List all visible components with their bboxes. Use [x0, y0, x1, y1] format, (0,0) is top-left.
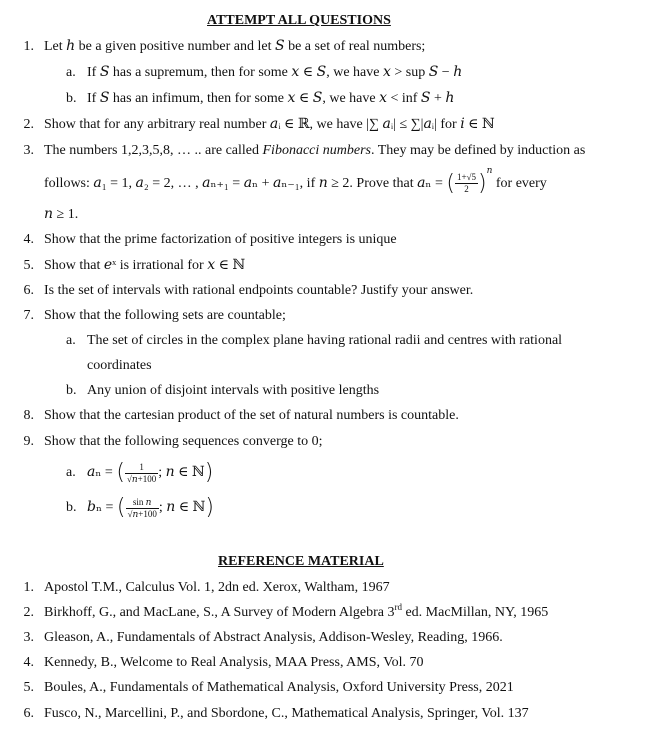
question-number: 5. [23, 258, 34, 273]
question-text: Show that for any arbitrary real number 𝑎ᵢ ∈ ℝ, we have |∑ 𝑎ᵢ| ≤ ∑|𝑎ᵢ| for 𝑖 ∈ ℕ [44, 117, 495, 132]
question-text: Show that the following sets are countable; [44, 308, 286, 323]
right-paren: ) [478, 170, 487, 196]
question-number: 2. [23, 117, 34, 132]
left-paren: ( [446, 170, 455, 196]
subquestion-text: If 𝑆 has a supremum, then for some 𝑥 ∈ 𝑆, we have 𝑥 > sup 𝑆 − ℎ [87, 65, 463, 80]
sequence-formula [87, 456, 213, 490]
sequence-formula [87, 491, 214, 525]
question-text-part: . They may be defined by induction as [370, 143, 586, 158]
subquestion-label: b. [66, 383, 77, 398]
reference-number: 4. [23, 655, 34, 670]
page-title: ATTEMPT ALL QUESTIONS [207, 13, 391, 28]
formula-lhs: 𝑎ₙ = [87, 465, 117, 481]
reference-heading: REFERENCE MATERIAL [218, 554, 384, 569]
question-text-part: follows: 𝑎₁ = 1, 𝑎₂ = 2, … , 𝑎ₙ₊₁ = 𝑎ₙ + 𝑎ₙ₋₁, if 𝑛 ≥ 2. Prove that 𝑎ₙ = [44, 176, 447, 191]
fraction-denominator: 2 [455, 183, 478, 195]
subquestion-text: coordinates [87, 358, 152, 373]
reference-number: 2. [23, 605, 34, 620]
question-number: 8. [23, 408, 34, 423]
fraction-numerator: sin 𝑛 [132, 496, 152, 507]
question-text-line: 𝑛 ≥ 1. [44, 207, 79, 222]
subquestion-label: b. [66, 91, 77, 106]
question-text-line [44, 165, 547, 197]
reference-item: Boules, A., Fundamentals of Mathematical Analysis, Oxford University Press, 2021 [44, 680, 514, 695]
fraction [126, 497, 159, 520]
subquestion-label: a. [66, 65, 76, 80]
question-text: Let ℎ be a given positive number and let 𝑆 be a set of real numbers; [44, 39, 426, 54]
reference-number: 1. [23, 580, 34, 595]
formula-tail: ; 𝑛 ∈ ℕ [158, 500, 206, 516]
question-text: Show that 𝑒ˣ is irrational for 𝑥 ∈ ℕ [44, 258, 246, 273]
subquestion-text: If 𝑆 has an infimum, then for some 𝑥 ∈ 𝑆, we have 𝑥 < inf 𝑆 + ℎ [87, 91, 455, 106]
reference-number: 5. [23, 680, 34, 695]
subquestion-text: The set of circles in the complex plane having rational radii and centres with rational [87, 333, 563, 348]
question-text [44, 142, 585, 160]
question-number: 6. [23, 283, 34, 298]
reference-item: Kennedy, B., Welcome to Real Analysis, MAA Press, AMS, Vol. 70 [44, 655, 424, 670]
formula-lhs: 𝑏ₙ = [87, 500, 117, 516]
reference-item: Apostol T.M., Calculus Vol. 1, 2dn ed. Xerox, Waltham, 1967 [44, 580, 390, 595]
right-paren: ) [204, 460, 214, 485]
reference-number: 3. [23, 630, 34, 645]
subquestion-label: a. [66, 465, 76, 480]
fraction-denominator: √𝑛+100 [126, 473, 157, 484]
reference-item: Gleason, A., Fundamentals of Abstract Analysis, Addison-Wesley, Reading, 1966. [44, 630, 503, 645]
reference-text-part: Birkhoff, G., and MacLane, S., A Survey of Modern Algebra 3 [44, 605, 395, 620]
question-text-part: The numbers 1,2,3,5,8, … .. are called [44, 143, 263, 158]
fraction-denominator: √𝑛+100 [127, 508, 157, 519]
reference-number: 6. [23, 706, 34, 721]
reference-item: Fusco, N., Marcellini, P., and Sbordone, C., Mathematical Analysis, Springer, Vol. 137 [44, 706, 529, 721]
emphasis-text: Fibonacci numbers [262, 143, 371, 158]
ordinal-suffix: rd [394, 602, 402, 612]
fraction [125, 462, 158, 485]
question-number: 1. [23, 39, 34, 54]
question-number: 7. [23, 308, 34, 323]
exponent: 𝑛 [486, 165, 493, 175]
question-text: Show that the following sequences converge to 0; [44, 434, 323, 449]
subquestion-text: Any union of disjoint intervals with positive lengths [87, 383, 380, 398]
reference-item [44, 604, 548, 622]
question-text: Show that the prime factorization of positive integers is unique [44, 232, 397, 247]
question-text: Show that the cartesian product of the set of natural numbers is countable. [44, 408, 459, 423]
subquestion-label: b. [66, 500, 77, 515]
question-number: 9. [23, 434, 34, 449]
left-paren: ( [116, 495, 126, 520]
question-text: Is the set of intervals with rational endpoints countable? Justify your answer. [44, 283, 474, 298]
formula-tail: ; 𝑛 ∈ ℕ [158, 465, 205, 481]
subquestion-label: a. [66, 333, 76, 348]
question-number: 3. [23, 143, 34, 158]
left-paren: ( [116, 460, 125, 485]
question-number: 4. [23, 232, 34, 247]
reference-text-part: ed. MacMillan, NY, 1965 [401, 605, 549, 620]
fraction [455, 172, 478, 195]
fraction-numerator: 1 [139, 461, 144, 472]
right-paren: ) [205, 495, 214, 520]
question-text-part: for every [492, 176, 547, 191]
fraction-numerator: 1+√5 [456, 172, 476, 183]
